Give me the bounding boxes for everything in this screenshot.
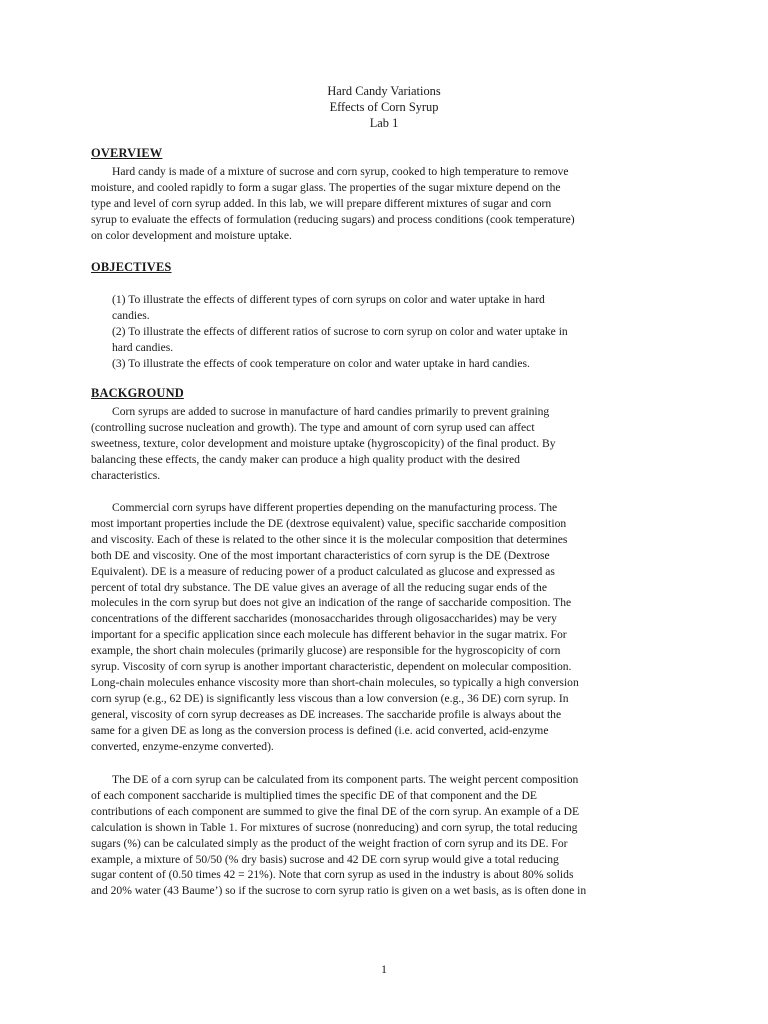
- text-line: corn syrup (e.g., 62 DE) is significantly less viscous than a low conversion (e.g., 36 DE) corn syrup. In: [91, 691, 569, 705]
- text-line: both DE and viscosity. One of the most important characteristics of corn syrup is the DE (Dextrose: [91, 548, 550, 562]
- text-line: (controlling sucrose nucleation and growth). The type and amount of corn syrup used can affect: [91, 420, 535, 434]
- text-line: of each component saccharide is multiplied times the specific DE of that component and the DE: [91, 788, 537, 802]
- text-line: on color development and moisture uptake.: [91, 228, 292, 242]
- text-line: general, viscosity of corn syrup decreases as DE increases. The saccharide profile is always about the: [91, 707, 562, 721]
- text-line: percent of total dry substance. The DE value gives an average of all the reducing sugar ends of the: [91, 580, 547, 594]
- objective-item: [112, 324, 672, 356]
- text-line: Corn syrups are added to sucrose in manufacture of hard candies primarily to prevent graining: [112, 405, 550, 418]
- background-heading: BACKGROUND: [91, 386, 184, 400]
- background-paragraph-3: [91, 772, 681, 899]
- text-line: molecules in the corn syrup but does not give an indication of the range of saccharide composition. The: [91, 596, 572, 610]
- text-line: converted, enzyme-enzyme converted).: [91, 739, 274, 753]
- page-number: 1: [381, 962, 387, 976]
- objectives-heading: OBJECTIVES: [91, 260, 172, 274]
- text-line: The DE of a corn syrup can be calculated from its component parts. The weight percent composition: [112, 773, 579, 786]
- document-title: Hard Candy Variations: [327, 84, 441, 98]
- text-line: sugars (%) can be calculated simply as the product of the weight fraction of corn syrup and its DE. For: [91, 836, 568, 850]
- text-line: syrup. Viscosity of corn syrup is another important characteristic, dependent on molecular composition.: [91, 660, 572, 674]
- text-line: concentrations of the different saccharides (monosaccharides through oligosaccharides) may be very: [91, 612, 557, 626]
- text-line: sweetness, texture, color development and moisture uptake (hygroscopicity) of the final product. By: [91, 436, 556, 450]
- text-line: hard candies.: [112, 340, 174, 354]
- text-line: Commercial corn syrups have different properties depending on the manufacturing process. The: [112, 501, 558, 514]
- objective-item: [112, 292, 672, 324]
- text-line: (1) To illustrate the effects of different types of corn syrups on color and water uptake in hard: [112, 293, 545, 306]
- text-line: same for a given DE as long as the conversion process is defined (i.e. acid converted, acid-enzyme: [91, 723, 549, 737]
- lab-number: Lab 1: [369, 116, 399, 130]
- text-line: candies.: [112, 308, 150, 322]
- document-title-block: [0, 83, 768, 131]
- overview-paragraph: [91, 164, 681, 244]
- text-line: example, a mixture of 50/50 (% dry basis) sucrose and 42 DE corn syrup would give a total reducing: [91, 852, 559, 866]
- text-line: Equivalent). DE is a measure of reducing power of a product calculated as glucose and expressed as: [91, 564, 555, 578]
- text-line: Long-chain molecules enhance viscosity more than short-chain molecules, so typically a high conversion: [91, 675, 579, 689]
- background-paragraph-1: [91, 404, 681, 484]
- text-line: syrup to evaluate the effects of formulation (reducing sugars) and process conditions (cook temperature): [91, 212, 575, 226]
- text-line: and viscosity. Each of these is related to the other since it is the molecular composition that determines: [91, 532, 568, 546]
- text-line: (2) To illustrate the effects of different ratios of sucrose to corn syrup on color and water uptake in: [112, 325, 568, 338]
- text-line: calculation is shown in Table 1. For mixtures of sucrose (nonreducing) and corn syrup, the total reducing: [91, 820, 578, 834]
- text-line: sugar content of (0.50 times 42 = 21%). Note that corn syrup as used in the industry is about 80% solids: [91, 868, 574, 882]
- text-line: most important properties include the DE (dextrose equivalent) value, specific saccharide composition: [91, 516, 567, 530]
- objective-item: [112, 356, 672, 372]
- text-line: and 20% water (43 Baume’) so if the sucrose to corn syrup ratio is given on a wet basis, as is often done in: [91, 884, 587, 898]
- document-subtitle: Effects of Corn Syrup: [329, 100, 439, 114]
- overview-heading: OVERVIEW: [91, 146, 163, 160]
- background-paragraph-2: [91, 500, 681, 755]
- text-line: characteristics.: [91, 468, 161, 482]
- text-line: moisture, and cooled rapidly to form a sugar glass. The properties of the sugar mixture depend on the: [91, 180, 561, 194]
- text-line: important for a specific application since each molecule has different behavior in the sugar matrix. For: [91, 628, 567, 642]
- text-line: balancing these effects, the candy maker can produce a high quality product with the desired: [91, 452, 520, 466]
- text-line: Hard candy is made of a mixture of sucrose and corn syrup, cooked to high temperature to remove: [112, 165, 569, 178]
- text-line: (3) To illustrate the effects of cook temperature on color and water uptake in hard candies.: [112, 357, 530, 370]
- text-line: example, the short chain molecules (primarily glucose) are responsible for the hygroscopicity of corn: [91, 644, 561, 658]
- text-line: contributions of each component are summed to give the final DE of the corn syrup. An example of a DE: [91, 804, 580, 818]
- text-line: type and level of corn syrup added. In this lab, we will prepare different mixtures of sugar and corn: [91, 196, 552, 210]
